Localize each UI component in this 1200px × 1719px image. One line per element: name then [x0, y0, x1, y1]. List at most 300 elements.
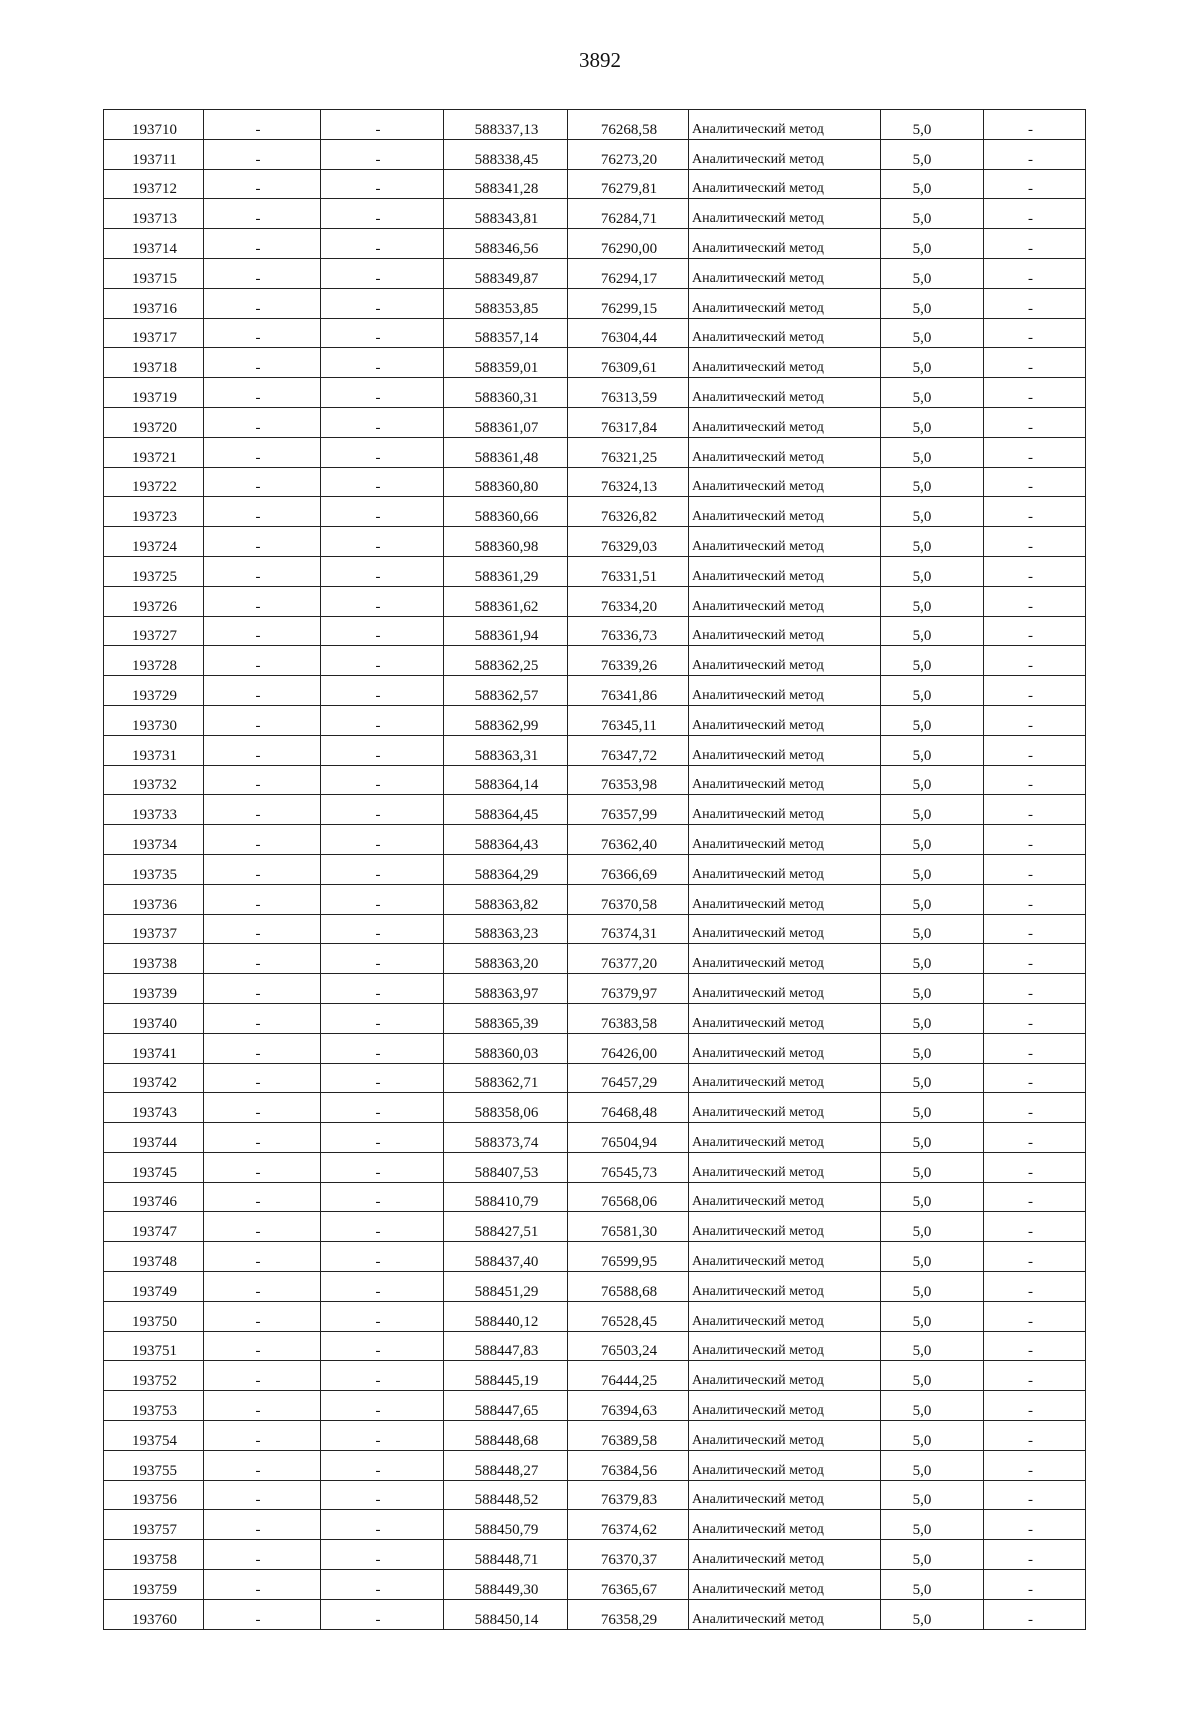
method-cell: Аналитический метод [689, 1212, 881, 1242]
point-number-cell: 193749 [104, 1272, 204, 1302]
column-a-cell: - [204, 1570, 321, 1600]
point-number-cell: 193713 [104, 199, 204, 229]
y-coordinate-cell: 76528,45 [568, 1301, 689, 1331]
column-a-cell: - [204, 229, 321, 259]
method-cell: Аналитический метод [689, 1450, 881, 1480]
accuracy-value-cell: 5,0 [881, 1331, 984, 1361]
table-row [104, 378, 1086, 408]
column-b-cell: - [321, 1301, 444, 1331]
x-coordinate-cell: 588448,68 [444, 1421, 568, 1451]
column-a-cell: - [204, 348, 321, 378]
last-column-cell: - [984, 1599, 1086, 1629]
y-coordinate-cell: 76321,25 [568, 437, 689, 467]
column-a-cell: - [204, 974, 321, 1004]
x-coordinate-cell: 588363,31 [444, 735, 568, 765]
table-row [104, 139, 1086, 169]
table-row [104, 676, 1086, 706]
column-a-cell: - [204, 914, 321, 944]
method-cell: Аналитический метод [689, 1152, 881, 1182]
table-row [104, 884, 1086, 914]
table-row [104, 199, 1086, 229]
point-number-cell: 193736 [104, 884, 204, 914]
column-b-cell: - [321, 407, 444, 437]
column-b-cell: - [321, 348, 444, 378]
y-coordinate-cell: 76394,63 [568, 1391, 689, 1421]
column-b-cell: - [321, 497, 444, 527]
y-coordinate-cell: 76379,97 [568, 974, 689, 1004]
point-number-cell: 193732 [104, 765, 204, 795]
method-cell: Аналитический метод [689, 914, 881, 944]
accuracy-value-cell: 5,0 [881, 1421, 984, 1451]
method-cell: Аналитический метод [689, 1480, 881, 1510]
point-number-cell: 193738 [104, 944, 204, 974]
table-row [104, 318, 1086, 348]
method-cell: Аналитический метод [689, 1272, 881, 1302]
x-coordinate-cell: 588362,25 [444, 646, 568, 676]
table-row [104, 437, 1086, 467]
last-column-cell: - [984, 407, 1086, 437]
point-number-cell: 193756 [104, 1480, 204, 1510]
last-column-cell: - [984, 348, 1086, 378]
column-a-cell: - [204, 616, 321, 646]
point-number-cell: 193729 [104, 676, 204, 706]
method-cell: Аналитический метод [689, 1361, 881, 1391]
y-coordinate-cell: 76309,61 [568, 348, 689, 378]
last-column-cell: - [984, 586, 1086, 616]
column-a-cell: - [204, 705, 321, 735]
column-a-cell: - [204, 1242, 321, 1272]
column-a-cell: - [204, 497, 321, 527]
x-coordinate-cell: 588451,29 [444, 1272, 568, 1302]
y-coordinate-cell: 76384,56 [568, 1450, 689, 1480]
accuracy-value-cell: 5,0 [881, 169, 984, 199]
table-row [104, 1361, 1086, 1391]
column-b-cell: - [321, 1480, 444, 1510]
column-b-cell: - [321, 825, 444, 855]
method-cell: Аналитический метод [689, 139, 881, 169]
accuracy-value-cell: 5,0 [881, 586, 984, 616]
last-column-cell: - [984, 1033, 1086, 1063]
method-cell: Аналитический метод [689, 974, 881, 1004]
column-b-cell: - [321, 765, 444, 795]
y-coordinate-cell: 76545,73 [568, 1152, 689, 1182]
y-coordinate-cell: 76389,58 [568, 1421, 689, 1451]
accuracy-value-cell: 5,0 [881, 467, 984, 497]
column-b-cell: - [321, 1570, 444, 1600]
x-coordinate-cell: 588357,14 [444, 318, 568, 348]
column-b-cell: - [321, 1033, 444, 1063]
accuracy-value-cell: 5,0 [881, 1182, 984, 1212]
method-cell: Аналитический метод [689, 1182, 881, 1212]
y-coordinate-cell: 76334,20 [568, 586, 689, 616]
table-row [104, 556, 1086, 586]
last-column-cell: - [984, 437, 1086, 467]
x-coordinate-cell: 588353,85 [444, 288, 568, 318]
table-row [104, 1301, 1086, 1331]
point-number-cell: 193737 [104, 914, 204, 944]
column-b-cell: - [321, 795, 444, 825]
last-column-cell: - [984, 110, 1086, 140]
column-b-cell: - [321, 199, 444, 229]
y-coordinate-cell: 76336,73 [568, 616, 689, 646]
point-number-cell: 193712 [104, 169, 204, 199]
column-b-cell: - [321, 1093, 444, 1123]
table-row [104, 1599, 1086, 1629]
point-number-cell: 193717 [104, 318, 204, 348]
y-coordinate-cell: 76353,98 [568, 765, 689, 795]
table-row [104, 1033, 1086, 1063]
column-a-cell: - [204, 1003, 321, 1033]
x-coordinate-cell: 588361,94 [444, 616, 568, 646]
last-column-cell: - [984, 1152, 1086, 1182]
last-column-cell: - [984, 1361, 1086, 1391]
y-coordinate-cell: 76268,58 [568, 110, 689, 140]
column-b-cell: - [321, 229, 444, 259]
y-coordinate-cell: 76370,58 [568, 884, 689, 914]
last-column-cell: - [984, 288, 1086, 318]
y-coordinate-cell: 76374,31 [568, 914, 689, 944]
x-coordinate-cell: 588427,51 [444, 1212, 568, 1242]
y-coordinate-cell: 76468,48 [568, 1093, 689, 1123]
column-a-cell: - [204, 765, 321, 795]
y-coordinate-cell: 76457,29 [568, 1063, 689, 1093]
y-coordinate-cell: 76599,95 [568, 1242, 689, 1272]
point-number-cell: 193744 [104, 1123, 204, 1153]
x-coordinate-cell: 588363,20 [444, 944, 568, 974]
point-number-cell: 193750 [104, 1301, 204, 1331]
point-number-cell: 193722 [104, 467, 204, 497]
column-a-cell: - [204, 1272, 321, 1302]
last-column-cell: - [984, 229, 1086, 259]
column-b-cell: - [321, 1242, 444, 1272]
coordinates-table-container [103, 109, 1086, 1630]
method-cell: Аналитический метод [689, 825, 881, 855]
method-cell: Аналитический метод [689, 258, 881, 288]
x-coordinate-cell: 588437,40 [444, 1242, 568, 1272]
method-cell: Аналитический метод [689, 795, 881, 825]
accuracy-value-cell: 5,0 [881, 229, 984, 259]
accuracy-value-cell: 5,0 [881, 825, 984, 855]
last-column-cell: - [984, 1242, 1086, 1272]
point-number-cell: 193723 [104, 497, 204, 527]
column-a-cell: - [204, 467, 321, 497]
point-number-cell: 193725 [104, 556, 204, 586]
x-coordinate-cell: 588341,28 [444, 169, 568, 199]
accuracy-value-cell: 5,0 [881, 705, 984, 735]
table-row [104, 1093, 1086, 1123]
point-number-cell: 193755 [104, 1450, 204, 1480]
method-cell: Аналитический метод [689, 1331, 881, 1361]
table-row [104, 765, 1086, 795]
column-a-cell: - [204, 735, 321, 765]
y-coordinate-cell: 76326,82 [568, 497, 689, 527]
method-cell: Аналитический метод [689, 527, 881, 557]
x-coordinate-cell: 588359,01 [444, 348, 568, 378]
table-row [104, 795, 1086, 825]
table-row [104, 586, 1086, 616]
accuracy-value-cell: 5,0 [881, 854, 984, 884]
x-coordinate-cell: 588407,53 [444, 1152, 568, 1182]
column-a-cell: - [204, 1421, 321, 1451]
method-cell: Аналитический метод [689, 556, 881, 586]
column-a-cell: - [204, 1599, 321, 1629]
table-row [104, 229, 1086, 259]
x-coordinate-cell: 588363,82 [444, 884, 568, 914]
x-coordinate-cell: 588364,45 [444, 795, 568, 825]
x-coordinate-cell: 588440,12 [444, 1301, 568, 1331]
table-row [104, 1272, 1086, 1302]
y-coordinate-cell: 76329,03 [568, 527, 689, 557]
method-cell: Аналитический метод [689, 884, 881, 914]
accuracy-value-cell: 5,0 [881, 944, 984, 974]
column-b-cell: - [321, 1212, 444, 1242]
method-cell: Аналитический метод [689, 288, 881, 318]
last-column-cell: - [984, 795, 1086, 825]
accuracy-value-cell: 5,0 [881, 1123, 984, 1153]
y-coordinate-cell: 76581,30 [568, 1212, 689, 1242]
point-number-cell: 193735 [104, 854, 204, 884]
accuracy-value-cell: 5,0 [881, 1242, 984, 1272]
column-a-cell: - [204, 437, 321, 467]
method-cell: Аналитический метод [689, 1123, 881, 1153]
column-a-cell: - [204, 1391, 321, 1421]
method-cell: Аналитический метод [689, 1033, 881, 1063]
accuracy-value-cell: 5,0 [881, 497, 984, 527]
last-column-cell: - [984, 527, 1086, 557]
column-a-cell: - [204, 258, 321, 288]
accuracy-value-cell: 5,0 [881, 288, 984, 318]
x-coordinate-cell: 588337,13 [444, 110, 568, 140]
column-a-cell: - [204, 378, 321, 408]
y-coordinate-cell: 76317,84 [568, 407, 689, 437]
x-coordinate-cell: 588362,99 [444, 705, 568, 735]
accuracy-value-cell: 5,0 [881, 1152, 984, 1182]
column-a-cell: - [204, 1361, 321, 1391]
column-a-cell: - [204, 139, 321, 169]
column-a-cell: - [204, 586, 321, 616]
last-column-cell: - [984, 1391, 1086, 1421]
last-column-cell: - [984, 1212, 1086, 1242]
column-a-cell: - [204, 1331, 321, 1361]
method-cell: Аналитический метод [689, 348, 881, 378]
y-coordinate-cell: 76345,11 [568, 705, 689, 735]
y-coordinate-cell: 76503,24 [568, 1331, 689, 1361]
column-b-cell: - [321, 1123, 444, 1153]
last-column-cell: - [984, 914, 1086, 944]
column-b-cell: - [321, 616, 444, 646]
column-a-cell: - [204, 1123, 321, 1153]
column-a-cell: - [204, 110, 321, 140]
accuracy-value-cell: 5,0 [881, 407, 984, 437]
column-a-cell: - [204, 825, 321, 855]
column-a-cell: - [204, 646, 321, 676]
column-a-cell: - [204, 1033, 321, 1063]
table-row [104, 1212, 1086, 1242]
column-b-cell: - [321, 1450, 444, 1480]
accuracy-value-cell: 5,0 [881, 765, 984, 795]
accuracy-value-cell: 5,0 [881, 1272, 984, 1302]
page-number: 3892 [579, 48, 621, 72]
last-column-cell: - [984, 556, 1086, 586]
y-coordinate-cell: 76347,72 [568, 735, 689, 765]
x-coordinate-cell: 588363,97 [444, 974, 568, 1004]
last-column-cell: - [984, 258, 1086, 288]
column-b-cell: - [321, 258, 444, 288]
point-number-cell: 193752 [104, 1361, 204, 1391]
column-a-cell: - [204, 556, 321, 586]
last-column-cell: - [984, 884, 1086, 914]
point-number-cell: 193718 [104, 348, 204, 378]
column-a-cell: - [204, 1063, 321, 1093]
accuracy-value-cell: 5,0 [881, 1599, 984, 1629]
column-b-cell: - [321, 646, 444, 676]
x-coordinate-cell: 588373,74 [444, 1123, 568, 1153]
column-a-cell: - [204, 1540, 321, 1570]
column-a-cell: - [204, 1450, 321, 1480]
table-row [104, 527, 1086, 557]
column-b-cell: - [321, 1421, 444, 1451]
last-column-cell: - [984, 1003, 1086, 1033]
column-b-cell: - [321, 884, 444, 914]
column-b-cell: - [321, 1272, 444, 1302]
x-coordinate-cell: 588364,14 [444, 765, 568, 795]
point-number-cell: 193743 [104, 1093, 204, 1123]
method-cell: Аналитический метод [689, 497, 881, 527]
y-coordinate-cell: 76568,06 [568, 1182, 689, 1212]
y-coordinate-cell: 76339,26 [568, 646, 689, 676]
method-cell: Аналитический метод [689, 616, 881, 646]
point-number-cell: 193740 [104, 1003, 204, 1033]
table-row [104, 705, 1086, 735]
last-column-cell: - [984, 1510, 1086, 1540]
point-number-cell: 193742 [104, 1063, 204, 1093]
column-b-cell: - [321, 556, 444, 586]
column-b-cell: - [321, 1510, 444, 1540]
point-number-cell: 193710 [104, 110, 204, 140]
accuracy-value-cell: 5,0 [881, 348, 984, 378]
point-number-cell: 193726 [104, 586, 204, 616]
last-column-cell: - [984, 318, 1086, 348]
table-row [104, 914, 1086, 944]
accuracy-value-cell: 5,0 [881, 1212, 984, 1242]
table-row [104, 1123, 1086, 1153]
accuracy-value-cell: 5,0 [881, 914, 984, 944]
method-cell: Аналитический метод [689, 169, 881, 199]
x-coordinate-cell: 588358,06 [444, 1093, 568, 1123]
last-column-cell: - [984, 1480, 1086, 1510]
x-coordinate-cell: 588448,27 [444, 1450, 568, 1480]
point-number-cell: 193714 [104, 229, 204, 259]
x-coordinate-cell: 588360,66 [444, 497, 568, 527]
column-b-cell: - [321, 169, 444, 199]
x-coordinate-cell: 588361,29 [444, 556, 568, 586]
column-b-cell: - [321, 467, 444, 497]
x-coordinate-cell: 588364,43 [444, 825, 568, 855]
point-number-cell: 193727 [104, 616, 204, 646]
y-coordinate-cell: 76290,00 [568, 229, 689, 259]
point-number-cell: 193711 [104, 139, 204, 169]
accuracy-value-cell: 5,0 [881, 676, 984, 706]
y-coordinate-cell: 76358,29 [568, 1599, 689, 1629]
table-row [104, 1003, 1086, 1033]
accuracy-value-cell: 5,0 [881, 1063, 984, 1093]
table-row [104, 1331, 1086, 1361]
y-coordinate-cell: 76304,44 [568, 318, 689, 348]
point-number-cell: 193759 [104, 1570, 204, 1600]
column-b-cell: - [321, 1182, 444, 1212]
y-coordinate-cell: 76383,58 [568, 1003, 689, 1033]
point-number-cell: 193716 [104, 288, 204, 318]
last-column-cell: - [984, 1331, 1086, 1361]
accuracy-value-cell: 5,0 [881, 110, 984, 140]
table-row [104, 1152, 1086, 1182]
last-column-cell: - [984, 1570, 1086, 1600]
accuracy-value-cell: 5,0 [881, 1361, 984, 1391]
accuracy-value-cell: 5,0 [881, 1570, 984, 1600]
last-column-cell: - [984, 169, 1086, 199]
last-column-cell: - [984, 1450, 1086, 1480]
column-b-cell: - [321, 1063, 444, 1093]
point-number-cell: 193741 [104, 1033, 204, 1063]
method-cell: Аналитический метод [689, 705, 881, 735]
y-coordinate-cell: 76299,15 [568, 288, 689, 318]
y-coordinate-cell: 76284,71 [568, 199, 689, 229]
last-column-cell: - [984, 497, 1086, 527]
last-column-cell: - [984, 825, 1086, 855]
method-cell: Аналитический метод [689, 1599, 881, 1629]
last-column-cell: - [984, 676, 1086, 706]
point-number-cell: 193724 [104, 527, 204, 557]
table-row [104, 616, 1086, 646]
x-coordinate-cell: 588360,03 [444, 1033, 568, 1063]
y-coordinate-cell: 76362,40 [568, 825, 689, 855]
x-coordinate-cell: 588365,39 [444, 1003, 568, 1033]
accuracy-value-cell: 5,0 [881, 884, 984, 914]
method-cell: Аналитический метод [689, 1540, 881, 1570]
accuracy-value-cell: 5,0 [881, 527, 984, 557]
table-row [104, 825, 1086, 855]
y-coordinate-cell: 76426,00 [568, 1033, 689, 1063]
table-row [104, 1480, 1086, 1510]
table-row [104, 854, 1086, 884]
point-number-cell: 193747 [104, 1212, 204, 1242]
x-coordinate-cell: 588450,14 [444, 1599, 568, 1629]
table-row [104, 288, 1086, 318]
method-cell: Аналитический метод [689, 199, 881, 229]
table-row [104, 944, 1086, 974]
x-coordinate-cell: 588338,45 [444, 139, 568, 169]
y-coordinate-cell: 76504,94 [568, 1123, 689, 1153]
x-coordinate-cell: 588349,87 [444, 258, 568, 288]
column-b-cell: - [321, 586, 444, 616]
method-cell: Аналитический метод [689, 1242, 881, 1272]
point-number-cell: 193733 [104, 795, 204, 825]
table-row [104, 258, 1086, 288]
column-a-cell: - [204, 944, 321, 974]
method-cell: Аналитический метод [689, 467, 881, 497]
x-coordinate-cell: 588362,57 [444, 676, 568, 706]
column-b-cell: - [321, 110, 444, 140]
last-column-cell: - [984, 1540, 1086, 1570]
y-coordinate-cell: 76588,68 [568, 1272, 689, 1302]
column-a-cell: - [204, 527, 321, 557]
x-coordinate-cell: 588346,56 [444, 229, 568, 259]
x-coordinate-cell: 588361,48 [444, 437, 568, 467]
y-coordinate-cell: 76365,67 [568, 1570, 689, 1600]
point-number-cell: 193728 [104, 646, 204, 676]
table-row [104, 1570, 1086, 1600]
accuracy-value-cell: 5,0 [881, 974, 984, 1004]
